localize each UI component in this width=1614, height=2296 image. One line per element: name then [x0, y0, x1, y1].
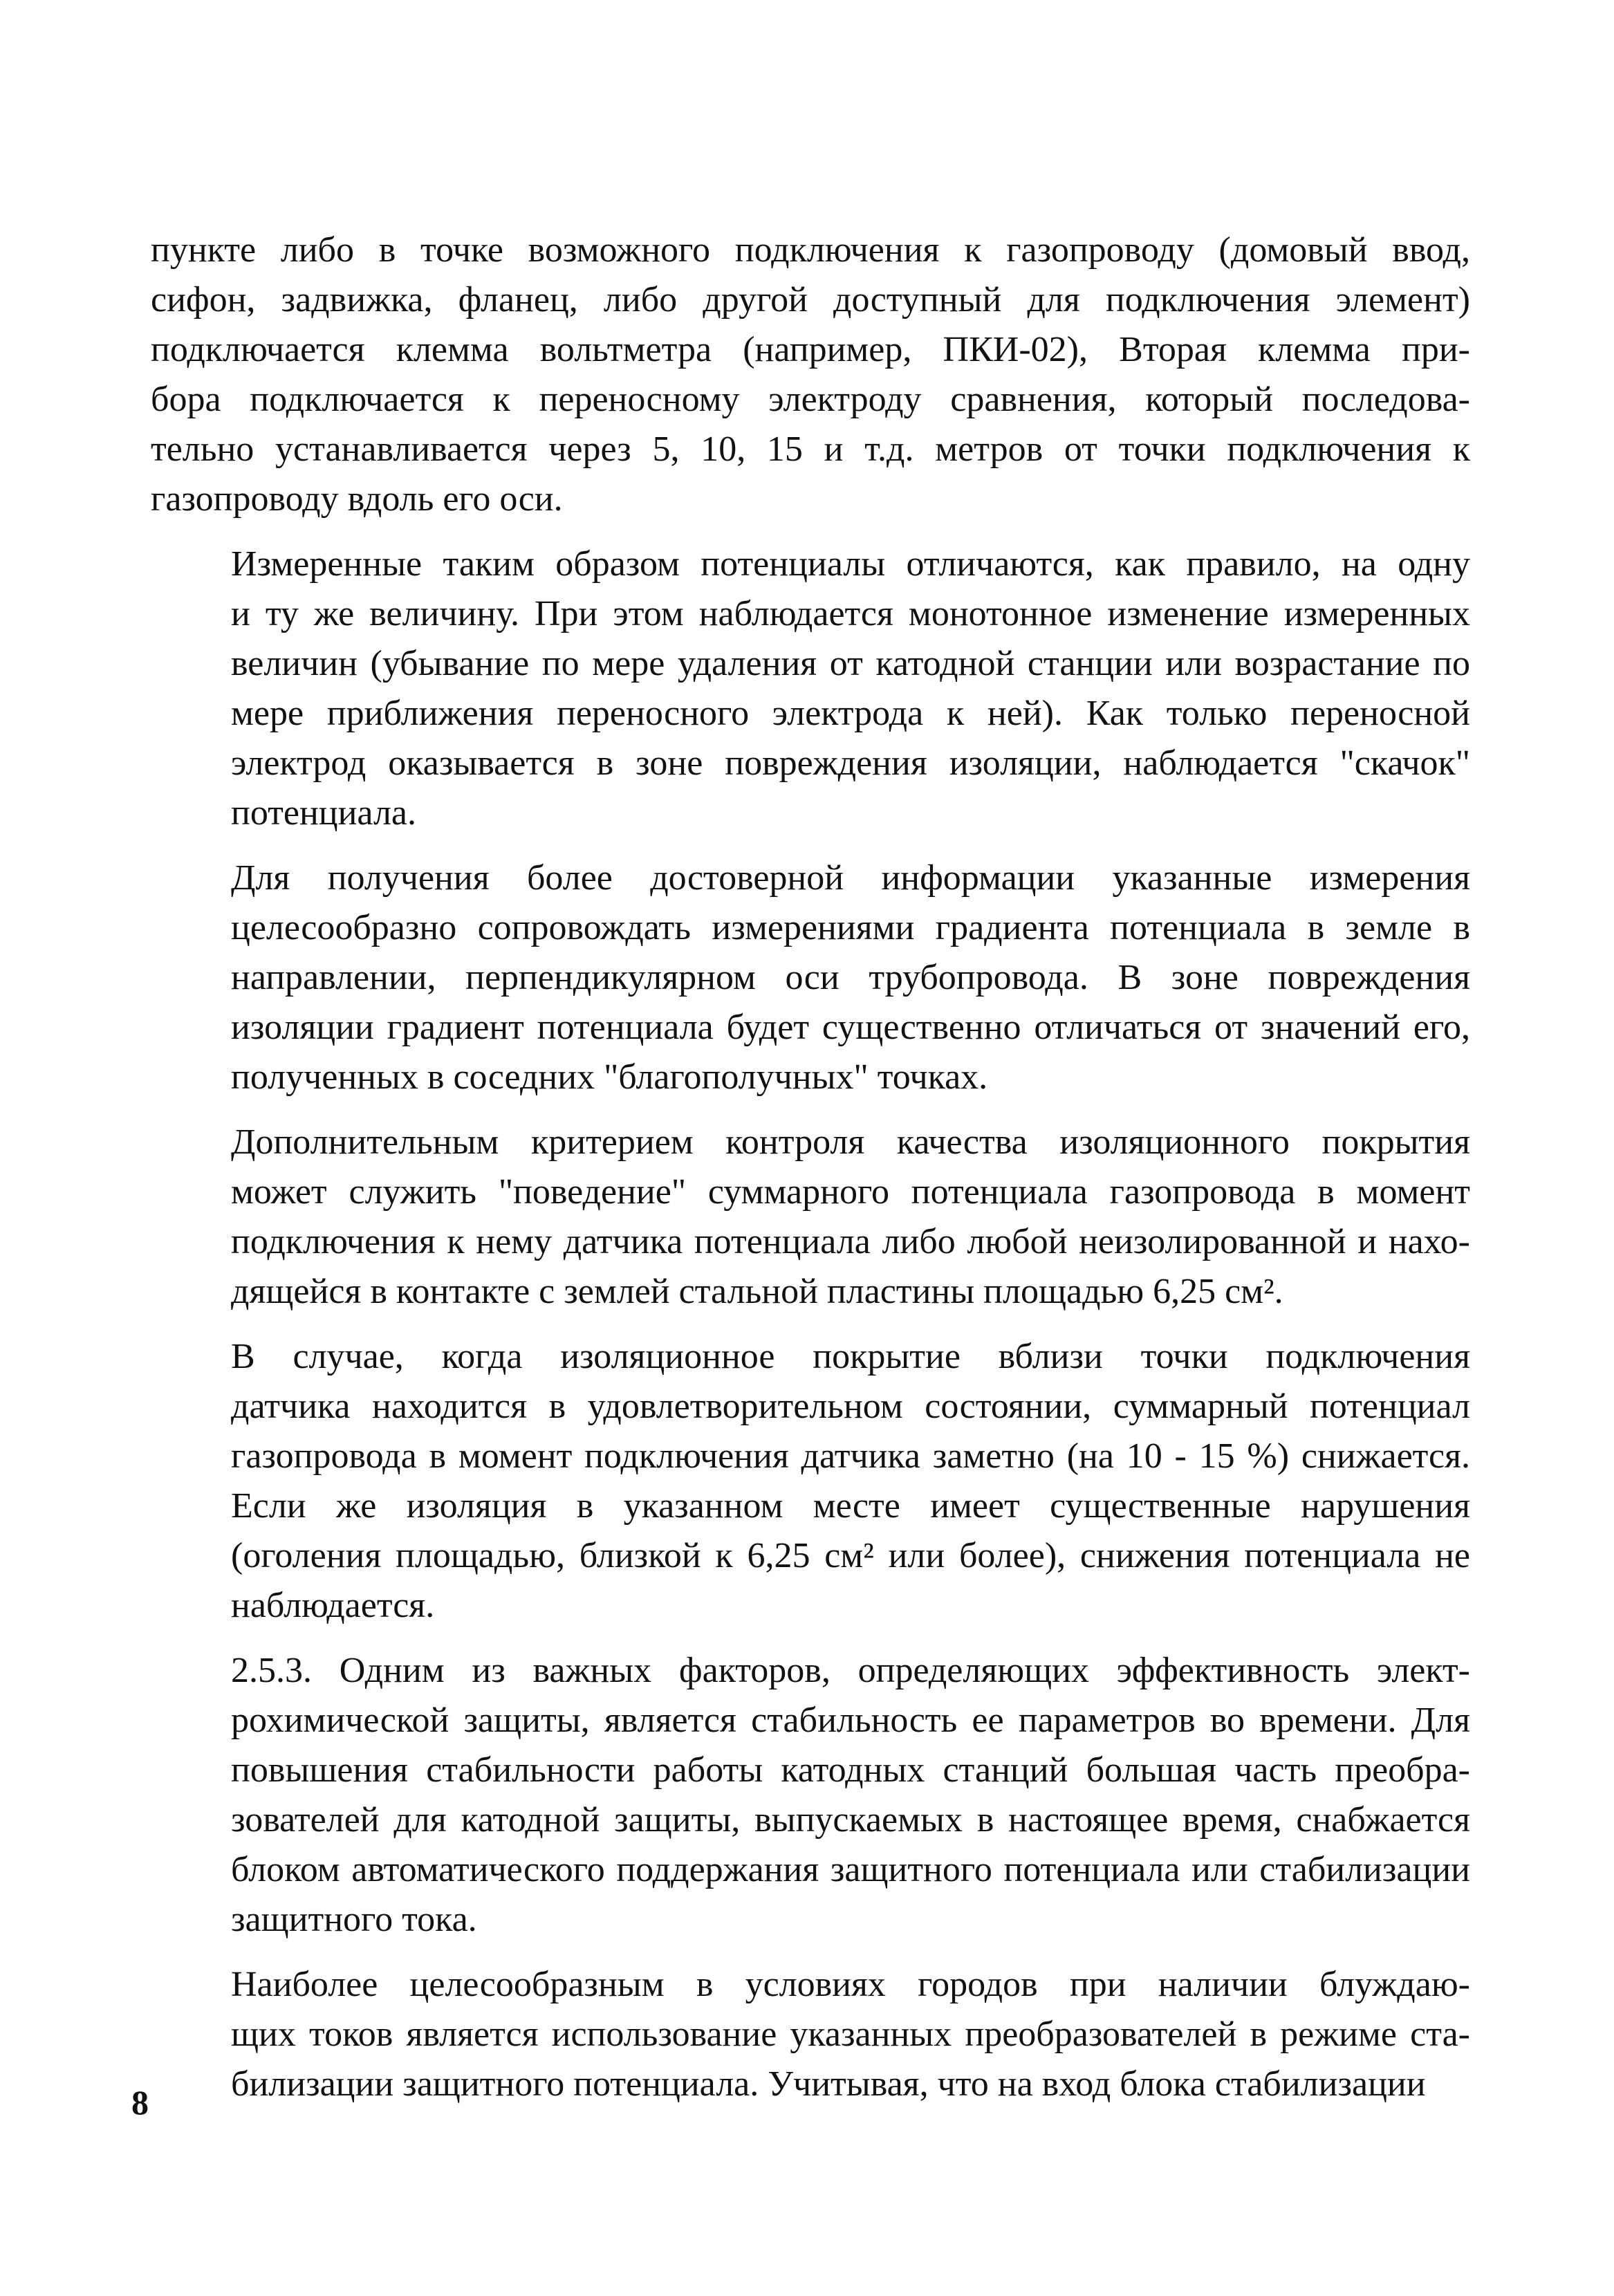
paragraph-2 [151, 539, 1470, 838]
paragraph-6 [151, 1646, 1470, 1945]
page-number: 8 [131, 2083, 149, 2122]
page-body [151, 225, 1470, 2124]
paragraph-3 [151, 853, 1470, 1102]
text-line: газопроводу вдоль его оси. [151, 479, 563, 519]
text-line: (оголения площадью, близкой к 6,25 см² или более), снижения потенциала не [231, 1536, 1470, 1575]
text-line: направлении, перпендикулярном оси трубопровода. В зоне повреждения [231, 958, 1470, 997]
text-line: может служить "поведение" суммарного потенциала газопровода в момент [231, 1172, 1470, 1212]
text-line: газопровода в момент подключения датчика заметно (на 10 - 15 %) снижается. [231, 1436, 1470, 1476]
paragraph-4 [151, 1118, 1470, 1317]
text-line: Если же изоляция в указанном месте имеет существенные нарушения [231, 1486, 1470, 1526]
text-line: защитного тока. [231, 1900, 477, 1939]
paragraph-7 [151, 1960, 1470, 2109]
text-line: блоком автоматического поддержания защитного потенциала или стабилизации [231, 1850, 1470, 1889]
text-line: рохимической защиты, является стабильность ее параметров во времени. Для [231, 1701, 1470, 1740]
text-line: электрод оказывается в зоне повреждения изоляции, наблюдается "скачок" [231, 743, 1470, 783]
text-line: наблюдается. [231, 1586, 435, 1625]
text-line: величин (убывание по мере удаления от катодной станции или возрастание по [231, 644, 1470, 683]
text-line: датчика находится в удовлетворительном состоянии, суммарный потенциал [231, 1387, 1470, 1426]
text-line: полученных в соседних "благополучных" точках. [231, 1057, 988, 1097]
text-line: Измеренные таким образом потенциалы отличаются, как правило, на одну [231, 544, 1470, 584]
text-line: бора подключается к переносному электроду сравнения, который последова- [151, 380, 1470, 419]
text-line: дящейся в контакте с землей стальной пластины площадью 6,25 см². [231, 1272, 1283, 1311]
text-line: зователей для катодной защиты, выпускаемых в настоящее время, снабжается [231, 1800, 1470, 1840]
text-line: щих токов является использование указанных преобразователей в режиме ста- [231, 2015, 1470, 2054]
text-line: Дополнительным критерием контроля качества изоляционного покрытия [231, 1122, 1470, 1162]
text-line: билизации защитного потенциала. Учитывая, что на вход блока стабилизации [231, 2064, 1426, 2104]
paragraph-1 [151, 225, 1470, 524]
text-line: подключается клемма вольтметра (например, ПКИ-02), Вторая клемма при- [151, 330, 1470, 369]
text-line: Наиболее целесообразным в условиях городов при наличии блуждаю- [231, 1965, 1470, 2004]
text-line: потенциала. [231, 793, 416, 833]
text-line: Для получения более достоверной информации указанные измерения [231, 858, 1470, 898]
text-line: подключения к нему датчика потенциала либо любой неизолированной и нахо- [231, 1222, 1470, 1261]
text-line: 2.5.3. Одним из важных факторов, определяющих эффективность элект- [231, 1651, 1470, 1690]
text-line: В случае, когда изоляционное покрытие вблизи точки подключения [231, 1337, 1470, 1376]
text-line: целесообразно сопровождать измерениями градиента потенциала в земле в [231, 908, 1470, 947]
text-line: пункте либо в точке возможного подключения к газопроводу (домовый ввод, [151, 230, 1470, 270]
text-line: сифон, задвижка, фланец, либо другой доступный для подключения элемент) [151, 280, 1470, 320]
text-line: повышения стабильности работы катодных станций большая часть преобра- [231, 1750, 1470, 1790]
paragraph-5 [151, 1332, 1470, 1631]
text-line: и ту же величину. При этом наблюдается монотонное изменение измеренных [231, 594, 1470, 633]
text-line: тельно устанавливается через 5, 10, 15 и т.д. метров от точки подключения к [151, 429, 1470, 469]
text-line: изоляции градиент потенциала будет существенно отличаться от значений его, [231, 1008, 1470, 1047]
text-line: мере приближения переносного электрода к ней). Как только переносной [231, 694, 1470, 733]
